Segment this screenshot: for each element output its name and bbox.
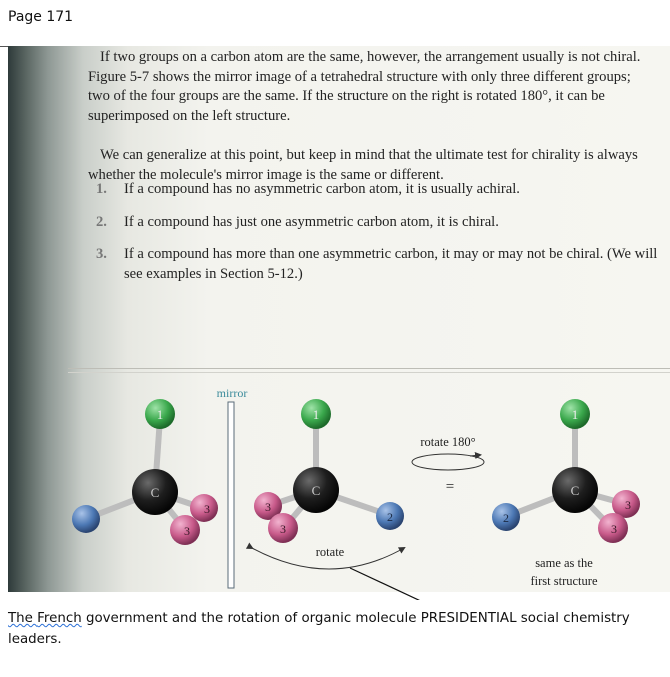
svg-text:3: 3: [611, 522, 617, 536]
caption-french: French: [37, 611, 82, 626]
list-item: 1. If a compound has no asymmetric carbon atom, it is usually achiral.: [96, 181, 520, 197]
rotate-180-annotation: [412, 435, 484, 495]
callout-arrow: [350, 568, 440, 600]
paragraph-1: If two groups on a carbon atom are the same, however, the arrangement usually is not chiral. Figure 5-7 shows the mirror image of a tetrahedral structure with only three different groups; two of the four groups are the same. If the structure on the right is rotated 180°, it can be superimposed on the left structure.: [88, 49, 641, 124]
svg-text:3: 3: [204, 502, 210, 516]
svg-text:same as the: same as the: [535, 556, 593, 570]
same-as-annotation: [531, 556, 598, 588]
caption-the: The: [8, 611, 38, 626]
caption-rest: government and the rotation of organic molecule PRESIDENTIAL social chemistry leaders.: [8, 611, 630, 647]
svg-text:1: 1: [156, 407, 164, 422]
atom-2: [72, 505, 100, 533]
svg-text:rotate: rotate: [315, 545, 345, 559]
svg-text:C: C: [311, 483, 321, 498]
page-label: Page 171: [8, 9, 74, 25]
svg-text:3: 3: [280, 522, 286, 536]
rotate-annotation: [252, 545, 404, 569]
list-item: 2. If a compound has just one asymmetric carbon atom, it is chiral.: [96, 213, 499, 230]
molecule-middle: [254, 399, 404, 543]
svg-text:1: 1: [312, 407, 320, 422]
caption: [8, 608, 663, 650]
svg-text:rotate 180°: rotate 180°: [420, 435, 476, 449]
svg-text:1: 1: [571, 407, 579, 422]
svg-text:2: 2: [387, 510, 393, 524]
svg-text:first structure: first structure: [530, 574, 598, 588]
svg-text:mirror: mirror: [216, 386, 248, 400]
svg-text:2: 2: [503, 511, 509, 525]
svg-text:=: =: [445, 479, 455, 495]
paragraph-2: We can generalize at this point, but keep in mind that the ultimate test for chirality is always whether the molecule's mirror image is the same or different.: [88, 147, 638, 183]
svg-text:3: 3: [184, 524, 190, 538]
svg-text:C: C: [570, 483, 580, 498]
molecule-right: [492, 399, 640, 543]
list-item: 3. If a compound has more than one asymmetric carbon, it may or may not be chiral. (We will see examples in Section 5-12.): [96, 246, 658, 282]
molecule-left: [72, 399, 218, 545]
svg-text:C: C: [150, 485, 160, 500]
svg-text:3: 3: [625, 498, 631, 512]
mirror: [217, 386, 248, 588]
svg-text:3: 3: [265, 500, 271, 514]
